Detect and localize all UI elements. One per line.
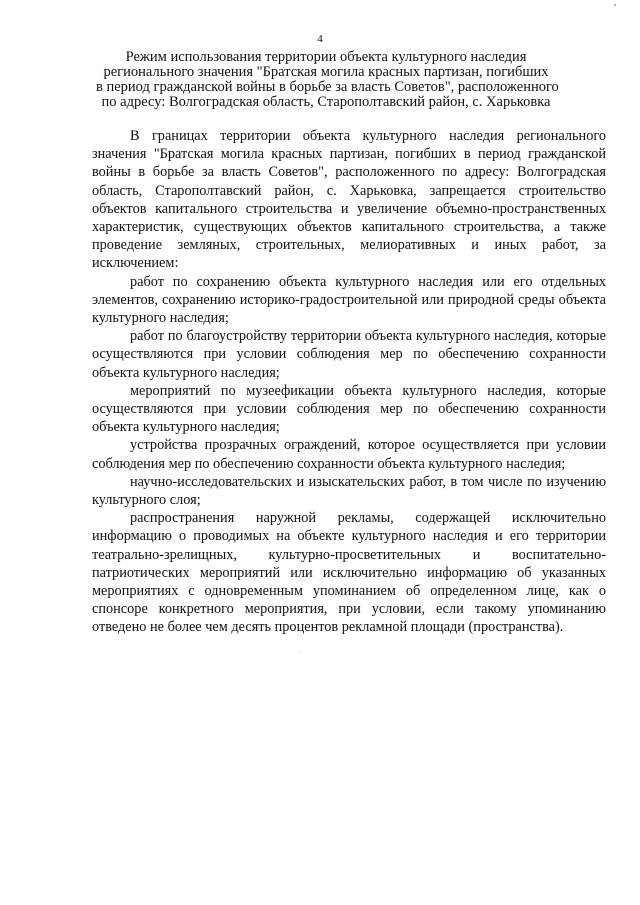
exception-item: распространения наружной рекламы, содержащей исключительно информацию о проводимых на объекте культурного наследия и его территории театрально-зрелищных, культурно-просветительных и воспитательно-патриотических мероприятий или исключительно информацию об указанных мероприятиях с одновременным упоминанием об определенном лице, как о спонсоре конкретного мероприятия, при условии, если такому упоминанию отведено не более чем десять процентов рекламной площади (пространства). [92,510,606,636]
title-line: в период гражданской войны в борьбе за власть Советов", расположенного [96,79,559,95]
document-body [92,127,606,637]
exception-item: научно-исследовательских и изыскательских работ, в том числе по изучению культурного слоя; [92,473,606,509]
page-number: 4 [317,33,323,45]
intro-paragraph: В границах территории объекта культурного наследия регионального значения "Братская могила красных партизан, погибших в период гражданской войны в борьбе за власть Советов", расположенного по адресу: Волгоградская область, Старополтавский район, с. Харьковка, запрещается строительство объектов капитального строительства и увеличение объемно-пространственных характеристик, существующих объектов капитального строительства, а также проведение земляных, строительных, мелиоративных и иных работ, за исключением: [92,128,606,272]
title-line: Режим использования территории объекта культурного наследия [125,49,527,65]
scan-speck [614,4,616,6]
document-title [96,49,559,110]
exception-item: устройства прозрачных ограждений, которое осуществляется при условии соблюдения мер по обеспечению сохранности объекта культурного наследия; [92,437,606,472]
exception-item: мероприятий по музеефикации объекта культурного наследия, которые осуществляются при условии соблюдения мер по обеспечению сохранности объекта культурного наследия; [92,382,606,436]
title-line: по адресу: Волгоградская область, Старополтавский район, с. Харьковка [101,94,551,110]
title-line: регионального значения "Братская могила красных партизан, погибших [103,64,549,80]
exception-item: работ по благоустройству территории объекта культурного наследия, которые осуществляются при условии соблюдения мер по обеспечению сохранности объекта культурного наследия; [92,328,606,381]
exception-item: работ по сохранению объекта культурного наследия или его отдельных элементов, сохранению историко-градостроительной или природной среды объекта культурного наследия; [92,273,606,327]
scan-speck [300,652,301,653]
